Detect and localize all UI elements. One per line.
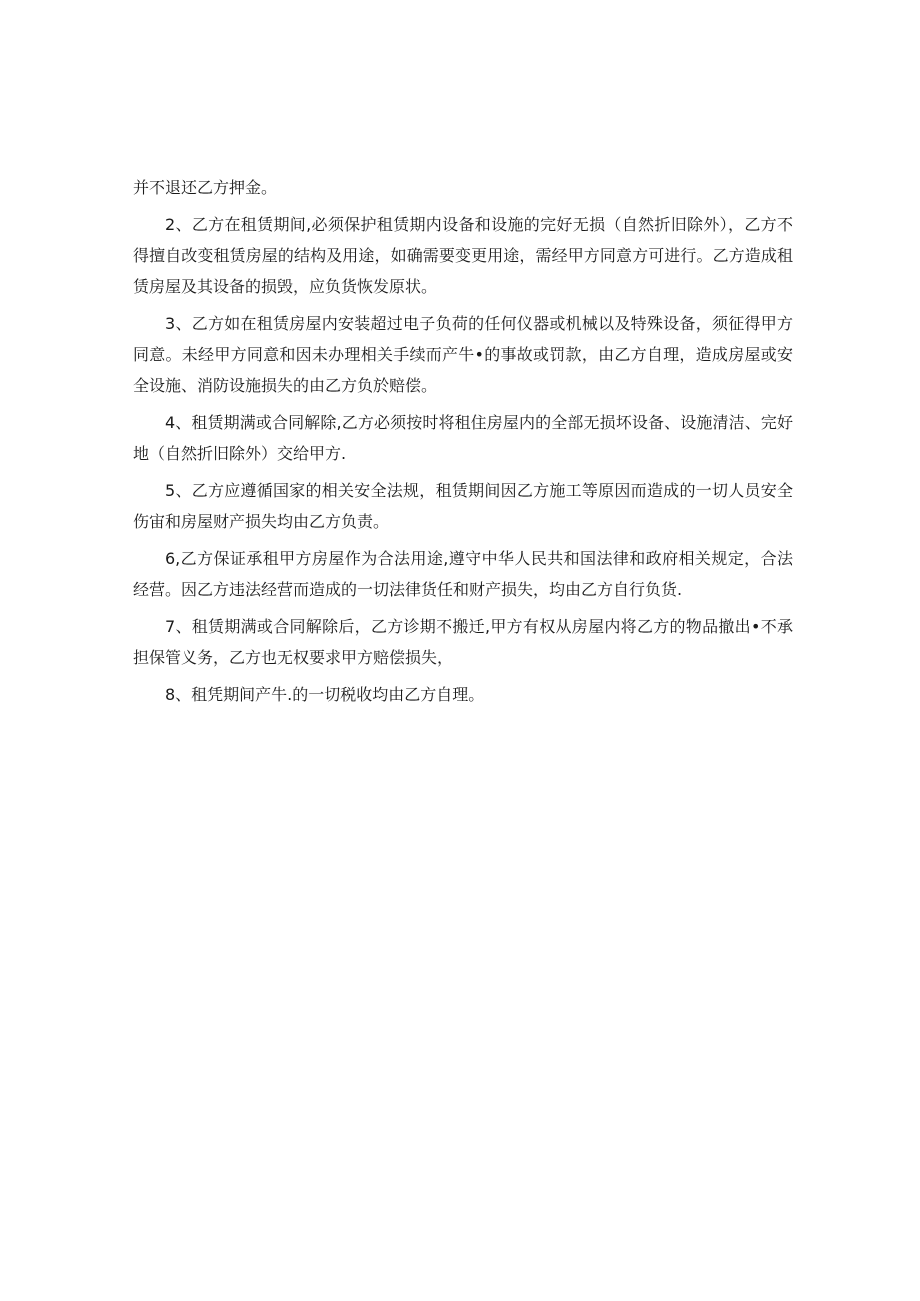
- paragraph-clause-8: 8、租凭期间产牛.的一切税收均由乙方自理。: [165, 685, 485, 704]
- paragraph-clause-6: 6,乙方保证承租甲方房屋作为合法用途,遵守中华人民共和国法律和政府相关规定，合法经营。因乙方违法经营而造成的一切法律货任和财产损失，均由乙方自行负货.: [133, 549, 793, 599]
- paragraph-clause-7: 7、租赁期满或合同解除后，乙方诊期不搬迁,甲方有权从房屋内将乙方的物品撤出•不承担保管义务，乙方也无权要求甲方赔偿损失，: [133, 617, 793, 667]
- paragraph-clause-3: 3、乙方如在租赁房屋内安装超过电子负荷的任何仪器或机械以及特殊设备，须征得甲方同意。未经甲方同意和因未办理相关手续而产牛•的事故或罚款，由乙方自理，造成房屋或安全设施、消防设施损失的由乙方负於赔偿。: [133, 314, 793, 395]
- document-body: [133, 172, 793, 716]
- paragraph-clause-5: 5、乙方应遵循国家的相关安全法规，租赁期间因乙方施工等原因而造成的一切人员安全伤宙和房屋财产损失均由乙方负责。: [133, 481, 793, 531]
- paragraph-clause-4: 4、租赁期满或合同解除,乙方必须按时将租住房屋内的全部无损坏设备、设施清洁、完好地（自然折旧除外）交给甲方.: [133, 413, 793, 463]
- paragraph-clause-2: 2、乙方在租赁期间,必须保护租赁期内设备和设施的完好无损（自然折旧除外），乙方不得擅自改变租赁房屋的结构及用途，如确需要变更用途，需经甲方同意方可进行。乙方造成租赁房屋及其设备的损毁，应负货恢发原状。: [133, 215, 793, 296]
- paragraph-continuation: 并不退还乙方押金。: [133, 178, 278, 197]
